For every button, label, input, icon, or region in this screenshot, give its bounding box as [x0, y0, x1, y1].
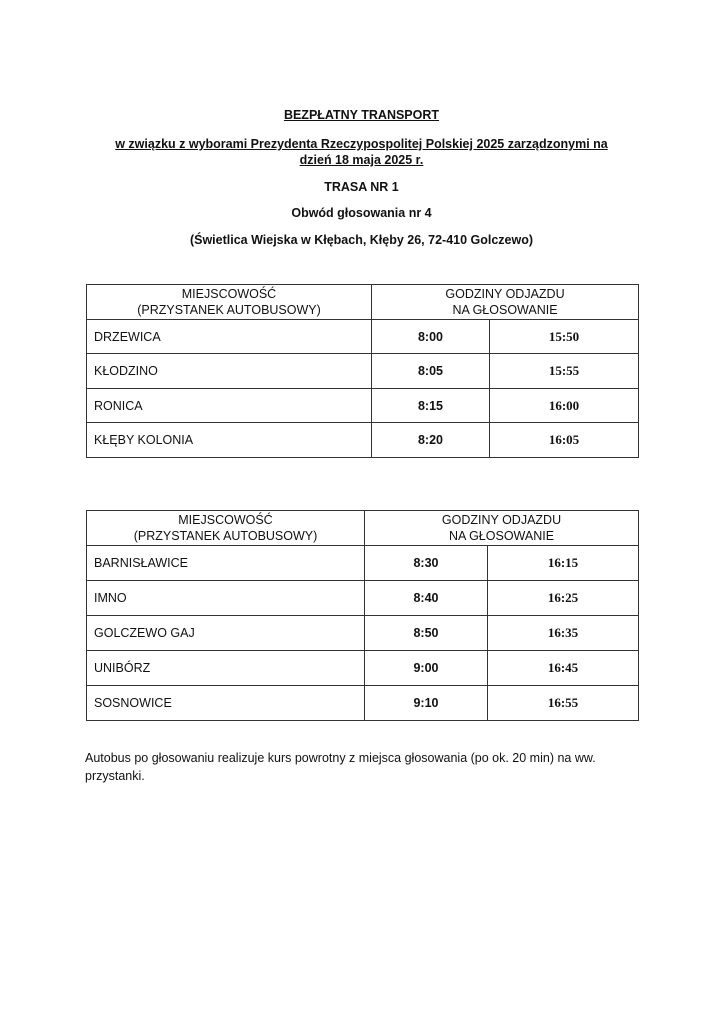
return-time: 16:15: [488, 546, 639, 581]
table-row: [87, 616, 639, 651]
stop-name: BARNISŁAWICE: [87, 546, 365, 581]
return-time: 16:05: [490, 423, 639, 458]
table-row: [87, 320, 639, 354]
departure-time: 8:20: [372, 423, 490, 458]
column-header-place: MIEJSCOWOŚĆ (PRZYSTANEK AUTOBUSOWY): [87, 511, 365, 546]
return-time: 15:55: [490, 354, 639, 389]
table-row: [87, 423, 639, 458]
column-header-times: GODZINY ODJAZDU NA GŁOSOWANIE: [365, 511, 639, 546]
departure-time: 9:10: [365, 686, 488, 721]
stop-name: GOLCZEWO GAJ: [87, 616, 365, 651]
doc-subtitle-line1: w związku z wyborami Prezydenta Rzeczypospolitej Polskiej 2025 zarządzonymi na: [115, 137, 608, 151]
departure-time: 9:00: [365, 651, 488, 686]
schedule-table-2: [86, 510, 639, 721]
column-header-place: MIEJSCOWOŚĆ (PRZYSTANEK AUTOBUSOWY): [87, 285, 372, 320]
departure-time: 8:15: [372, 389, 490, 423]
stop-name: IMNO: [87, 581, 365, 616]
stop-name: DRZEWICA: [87, 320, 372, 354]
stop-name: UNIBÓRZ: [87, 651, 365, 686]
table-header-row: [87, 511, 639, 546]
table-row: [87, 354, 639, 389]
schedule-table-1: [86, 284, 639, 458]
departure-time: 8:00: [372, 320, 490, 354]
table-header-row: [87, 285, 639, 320]
departure-time: 8:40: [365, 581, 488, 616]
departure-time: 8:30: [365, 546, 488, 581]
table-row: [87, 651, 639, 686]
column-header-times: GODZINY ODJAZDU NA GŁOSOWANIE: [372, 285, 639, 320]
doc-title: BEZPŁATNY TRANSPORT: [283, 108, 440, 122]
return-time: 16:25: [488, 581, 639, 616]
departure-time: 8:50: [365, 616, 488, 651]
return-trip-note: Autobus po głosowaniu realizuje kurs powrotny z miejsca głosowania (po ok. 20 min) na ww. przystanki.: [85, 751, 596, 783]
return-time: 16:55: [488, 686, 639, 721]
return-time: 16:00: [490, 389, 639, 423]
table-row: [87, 686, 639, 721]
doc-subtitle-line2: dzień 18 maja 2025 r.: [299, 153, 424, 167]
return-time: 15:50: [490, 320, 639, 354]
table-row: [87, 389, 639, 423]
departure-time: 8:05: [372, 354, 490, 389]
stop-name: KŁODZINO: [87, 354, 372, 389]
return-time: 16:35: [488, 616, 639, 651]
return-time: 16:45: [488, 651, 639, 686]
district-heading: Obwód głosowania nr 4: [291, 206, 432, 220]
table-row: [87, 546, 639, 581]
stop-name: KŁĘBY KOLONIA: [87, 423, 372, 458]
stop-name: RONICA: [87, 389, 372, 423]
stop-name: SOSNOWICE: [87, 686, 365, 721]
route-heading: TRASA NR 1: [324, 180, 399, 194]
location-heading: (Świetlica Wiejska w Kłębach, Kłęby 26, 72-410 Golczewo): [189, 233, 534, 247]
table-row: [87, 581, 639, 616]
